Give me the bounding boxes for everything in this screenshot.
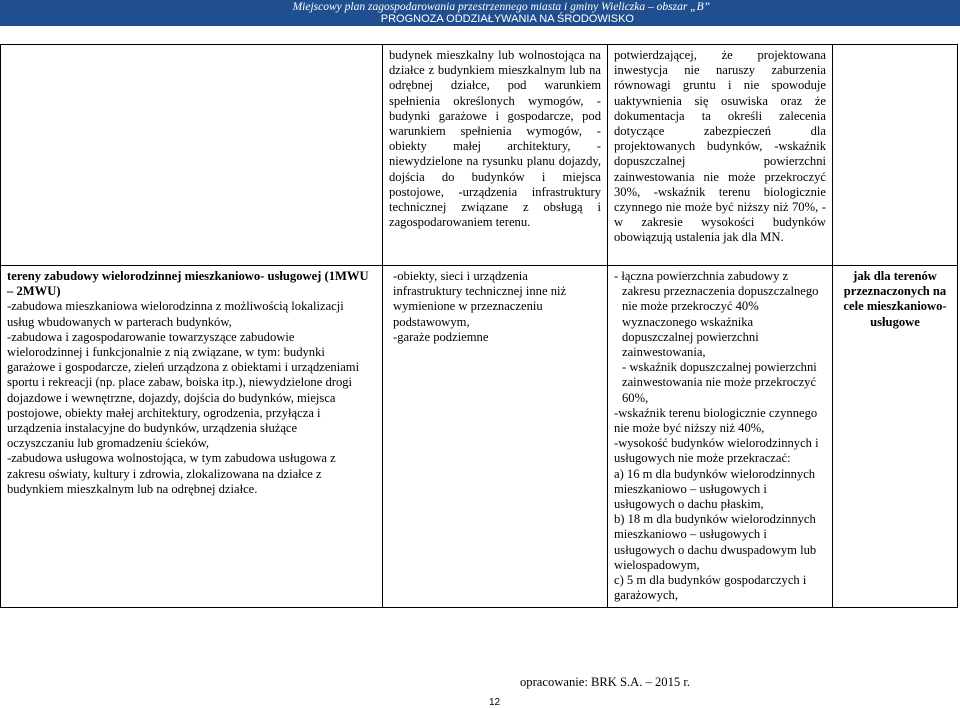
table-row [1, 266, 958, 608]
text-line: oczyszczaniu lub gromadzeniu ścieków, [7, 436, 210, 451]
text-line: postojowe, obiekty małej architektury, ogrodzenia, przyłącza i [7, 405, 321, 420]
text-line: garażowych, [614, 588, 678, 603]
text-line: infrastruktury technicznej inne niż [393, 284, 567, 299]
footer-credit: opracowanie: BRK S.A. – 2015 r. [520, 675, 690, 689]
text-line: garażowe i gospodarcze, zieleń urządzona z obiektami i urządzeniami [7, 360, 360, 375]
text-line: usług wbudowanych w parterach budynków, [7, 314, 232, 329]
table-cell-empty [833, 45, 958, 266]
text-line: nie może być niższy niż 40%, [614, 421, 765, 436]
text-line: -wysokość budynków wielorodzinnych i [614, 436, 819, 451]
text-line: usługowych o dachu płaskim, [614, 497, 764, 512]
text-line: 60%, [622, 390, 649, 405]
text-line: wymienione w przeznaczeniu [393, 299, 543, 314]
text-line: jak dla terenów [853, 269, 937, 283]
text-line: wielorodzinnej i funkcjonalnie z nią związane, w tym: budynki [7, 345, 325, 360]
cell-text-conditions: potwierdzającej, że projektowana inwestycja nie naruszy zaburzenia równowagi gruntu i nie spowoduje uaktywnienia się osuwiska oraz że dokumentacja ta określi zalecenia dotyczące zabezpieczeń dla projektowanych budynków, -wskaźnik dopuszczalnej powierzchni zainwestowania nie może przekroczyć 30%, -wskaźnik terenu biologicznie czynnego nie może być niższy niż 70%, - w zakresie wysokości budynków obowiązują ustalenia jak dla MN. [614, 48, 826, 245]
text-line: zakresu przeznaczenia dopuszczalnego [622, 284, 819, 299]
text-line: zainwestowania nie może przekroczyć [622, 375, 817, 390]
text-line: c) 5 m dla budynków gospodarczych i [614, 573, 807, 588]
text-line: sportu i rekreacji (np. place zabaw, boiska itp.), niewydzielone drogi [7, 375, 353, 390]
text-line: wielospadowym, [614, 557, 700, 572]
table-cell [383, 45, 608, 266]
text-line: podstawowym, [393, 314, 470, 329]
text-line: -zabudowa usługowa wolnostojąca, w tym zabudowa usługowa z [7, 451, 336, 466]
text-line: -wskaźnik terenu biologicznie czynnego [614, 405, 818, 420]
text-line: b) 18 m dla budynków wielorodzinnych [614, 512, 816, 527]
table-cell-empty [1, 45, 383, 266]
text-line: -obiekty, sieci i urządzenia [393, 269, 528, 283]
text-line: dojazdowe i wewnętrzne, dojazdy, dojścia do budynków, miejsca [7, 390, 336, 405]
text-line: usługowe [870, 314, 920, 329]
text-line: - łączna powierzchnia zabudowy z [614, 269, 789, 283]
table-cell [1, 266, 383, 608]
text-line: usługowych o dachu dwuspadowym lub [614, 542, 817, 557]
text-line: a) 16 m dla budynków wielorodzinnych [614, 466, 816, 481]
table-cell [608, 266, 833, 608]
land-use-title: tereny zabudowy wielorodzinnej mieszkaniowo- usługowej (1MWU – 2MWU) [7, 269, 369, 299]
table-cell [833, 266, 958, 608]
text-line: mieszkaniowo – usługowych i [614, 481, 767, 496]
text-line: zainwestowania, [622, 345, 706, 360]
regulations-table [0, 44, 958, 608]
text-line: - wskaźnik dopuszczalnej powierzchni [622, 360, 817, 375]
text-line: -zabudowa mieszkaniowa wielorodzinna z możliwością lokalizacji [7, 299, 344, 314]
text-line: przeznaczonych na [843, 284, 947, 299]
text-line: -garaże podziemne [393, 329, 489, 344]
header-document-title: Miejscowy plan zagospodarowania przestrzennego miasta i gminy Wieliczka – obszar „B” [292, 1, 710, 13]
text-line: mieszkaniowo – usługowych i [614, 527, 767, 542]
text-line: nie może przekroczyć 40% [622, 299, 759, 314]
text-line: zakresu oświaty, kultury i zdrowia, zlokalizowana na działce z [7, 466, 322, 481]
table-cell [383, 266, 608, 608]
text-line: -zabudowa i zagospodarowanie towarzyszące zabudowie [7, 329, 295, 344]
text-line: budynkiem mieszkalnym lub na odrębnej działce. [7, 481, 258, 496]
cell-text-permitted-uses: budynek mieszkalny lub wolnostojąca na działce z budynkiem mieszkalnym lub na odrębnej działce, pod warunkiem spełnienia określonych wymogów, -budynki garażowe i gospodarcze, pod warunkiem spełnienia wymogów, -obiekty małej architektury, -niewydzielone na rysunku planu dojazdy, dojścia do budynków i miejsca postojowe, -urządzenia infrastruktury technicznej związane z obsługą i zagospodarowaniem terenu. [389, 48, 601, 230]
text-line: cele mieszkaniowo- [843, 299, 947, 314]
table-cell [608, 45, 833, 266]
text-line: wyznaczonego wskaźnika [622, 314, 754, 329]
page-number: 12 [489, 697, 501, 708]
text-line: usługowych nie może przekraczać: [614, 451, 791, 466]
table-row [1, 45, 958, 266]
header-document-subtitle: PROGNOZA ODDZIAŁYWANIA NA ŚRODOWISKO [380, 13, 634, 25]
text-line: urządzenia instalacyjne do budynków, urządzenia służące [7, 421, 298, 436]
text-line: dopuszczalnej powierzchni [622, 329, 759, 344]
running-header [0, 0, 960, 26]
